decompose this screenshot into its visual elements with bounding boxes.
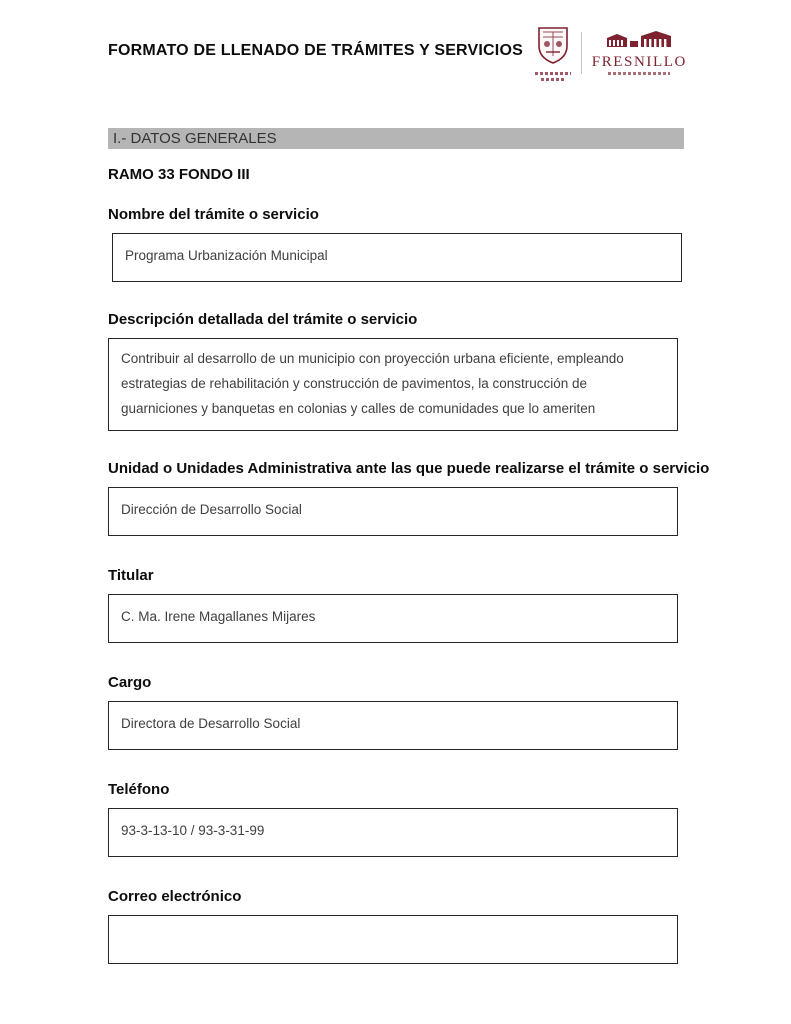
field-label-telefono: Teléfono [108,781,170,798]
field-label-descripcion: Descripción detallada del trámite o servicio [108,311,418,328]
logo-divider [581,32,582,74]
field-label-nombre-tramite: Nombre del trámite o servicio [108,206,319,223]
field-value-unidad-administrativa: Dirección de Desarrollo Social [121,502,302,517]
field-box-unidad-administrativa[interactable] [108,487,678,536]
field-box-titular[interactable] [108,594,678,643]
logo-group [535,26,687,80]
field-value-nombre-tramite: Programa Urbanización Municipal [125,248,328,263]
crest-caption-line [535,72,571,75]
field-box-correo[interactable] [108,915,678,964]
field-label-titular: Titular [108,567,154,584]
field-box-telefono[interactable] [108,808,678,857]
form-content [108,128,710,964]
field-label-correo: Correo electrónico [108,888,242,905]
fresnillo-logo [592,31,687,75]
field-value-cargo: Directora de Desarrollo Social [121,716,301,731]
field-value-descripcion: Contribuir al desarrollo de un municipio con proyección urbana eficiente, empleando estrategias de rehabilitación y construcción de pavimentos, la construcción de guarniciones y banquetas en colonias y calles de comunidades que lo ameriten [121,351,624,416]
field-box-cargo[interactable] [108,701,678,750]
city-crest [535,26,571,81]
field-box-descripcion[interactable] [108,338,678,431]
section-subheading: RAMO 33 FONDO III [108,166,250,183]
field-label-unidad-administrativa: Unidad o Unidades Administrativa ante las que puede realizarse el trámite o servicio [108,460,710,477]
fresnillo-wordmark: FRESNILLO [591,54,687,70]
field-value-telefono: 93-3-13-10 / 93-3-31-99 [121,823,265,838]
city-crest-icon [536,26,570,69]
logo-tagline [608,72,670,75]
document-header [108,26,687,80]
page-title: FORMATO DE LLENADO DE TRÁMITES Y SERVICIOS [108,42,523,59]
section-heading: I.- DATOS GENERALES [108,128,684,149]
field-value-titular: C. Ma. Irene Magallanes Mijares [121,609,316,624]
crest-caption-line [541,78,565,81]
field-box-nombre-tramite[interactable] [112,233,682,282]
field-label-cargo: Cargo [108,674,152,691]
building-icon [606,31,672,53]
